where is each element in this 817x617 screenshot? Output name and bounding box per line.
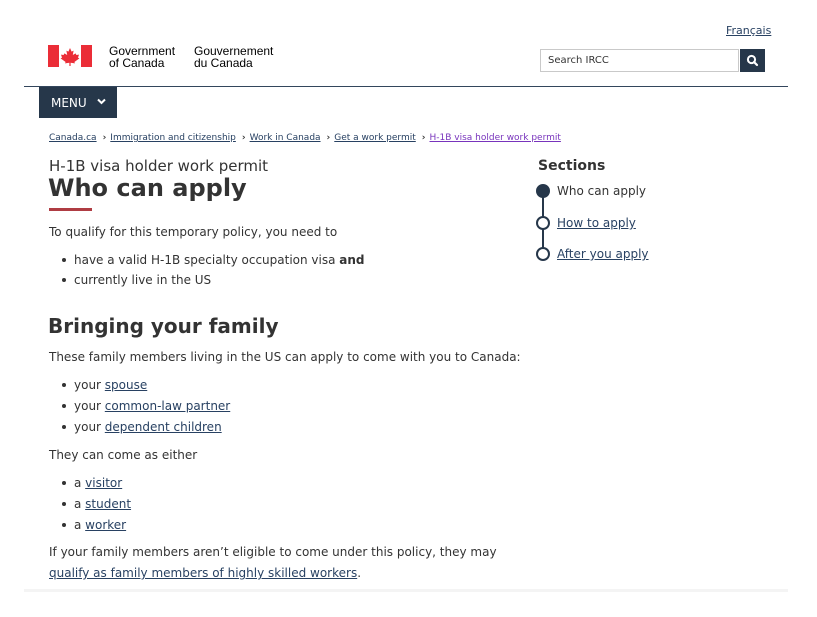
- dependent-children-link[interactable]: dependent children: [104, 420, 222, 434]
- list-prefix: your: [74, 399, 105, 413]
- bullet-icon: [62, 481, 66, 485]
- list-item: [62, 399, 230, 413]
- section-step-current: Who can apply: [557, 184, 647, 198]
- requirement-emphasis: and: [339, 253, 365, 267]
- roles-intro: They can come as either: [49, 448, 198, 462]
- chevron-right-icon: ›: [421, 133, 426, 143]
- section-step-after-you-apply-link[interactable]: After you apply: [557, 247, 649, 261]
- government-of-canada-wordmark-fr: [194, 45, 273, 69]
- search-button[interactable]: [740, 49, 765, 72]
- wordmark-en-line1: Government: [109, 44, 176, 58]
- language-toggle-link[interactable]: Français: [726, 24, 772, 37]
- government-of-canada-wordmark-en: [109, 45, 175, 69]
- worker-link[interactable]: worker: [85, 518, 127, 532]
- bullet-icon: [62, 523, 66, 527]
- wordmark-fr-line1: Gouvernement: [194, 44, 274, 58]
- bullet-icon: [62, 278, 66, 282]
- common-law-partner-link[interactable]: common-law partner: [104, 399, 231, 413]
- requirement-text: currently live in the US: [74, 273, 212, 287]
- chevron-right-icon: ›: [326, 133, 331, 143]
- student-link[interactable]: student: [85, 497, 132, 511]
- header-divider: [24, 86, 788, 87]
- breadcrumb: [49, 133, 561, 143]
- section-step-how-to-apply-link[interactable]: How to apply: [557, 216, 636, 230]
- menu-button[interactable]: [39, 87, 117, 118]
- eligibility-note: If your family members aren’t eligible to come under this policy, they may: [49, 545, 497, 559]
- wordmark-en-line2: of Canada: [109, 56, 165, 70]
- breadcrumb-link-canada[interactable]: Canada.ca: [49, 133, 97, 143]
- visitor-link[interactable]: visitor: [85, 476, 123, 490]
- canada-flag-logo: [48, 45, 92, 67]
- menu-label: MENU: [51, 96, 87, 110]
- requirement-text: have a valid H-1B specialty occupation visa: [74, 253, 340, 267]
- bullet-icon: [62, 404, 66, 408]
- chevron-right-icon: ›: [102, 133, 107, 143]
- breadcrumb-link-h1b[interactable]: H-1B visa holder work permit: [429, 133, 561, 143]
- list-prefix: your: [74, 420, 105, 434]
- breadcrumb-link-immigration[interactable]: Immigration and citizenship: [110, 133, 236, 143]
- list-item: [62, 476, 122, 490]
- highly-skilled-workers-link[interactable]: qualify as family members of highly skilled workers: [49, 566, 358, 580]
- note-period: .: [357, 566, 362, 580]
- list-prefix: a: [74, 497, 86, 511]
- sections-stepper-track: [536, 183, 552, 263]
- content-bottom-divider: [24, 589, 788, 592]
- bullet-icon: [62, 425, 66, 429]
- list-prefix: a: [74, 476, 86, 490]
- family-intro: These family members living in the US can apply to come with you to Canada:: [49, 350, 521, 364]
- bullet-icon: [62, 258, 66, 262]
- search-icon: [740, 49, 765, 72]
- page-subtitle: H-1B visa holder work permit: [49, 157, 269, 175]
- breadcrumb-link-work-permit[interactable]: Get a work permit: [334, 133, 416, 143]
- bullet-icon: [62, 383, 66, 387]
- page-title: Who can apply: [48, 174, 247, 202]
- list-item: [62, 518, 126, 532]
- list-item: [62, 497, 131, 511]
- list-prefix: a: [74, 518, 86, 532]
- list-item: [62, 378, 147, 392]
- requirements-intro: To qualify for this temporary policy, you need to: [49, 225, 338, 239]
- list-item: [62, 273, 211, 287]
- search-input[interactable]: Search IRCC: [540, 49, 739, 72]
- sections-heading: Sections: [538, 158, 606, 174]
- list-prefix: your: [74, 378, 105, 392]
- spouse-link[interactable]: spouse: [104, 378, 148, 392]
- wordmark-fr-line2: du Canada: [194, 56, 253, 70]
- bullet-icon: [62, 502, 66, 506]
- title-underline-accent: [49, 208, 92, 211]
- chevron-down-icon: [97, 98, 106, 105]
- list-item: [62, 253, 365, 267]
- list-item: [62, 420, 222, 434]
- chevron-right-icon: ›: [241, 133, 246, 143]
- family-heading: Bringing your family: [48, 314, 279, 338]
- eligibility-note-line2: [49, 566, 361, 580]
- breadcrumb-link-work[interactable]: Work in Canada: [249, 133, 321, 143]
